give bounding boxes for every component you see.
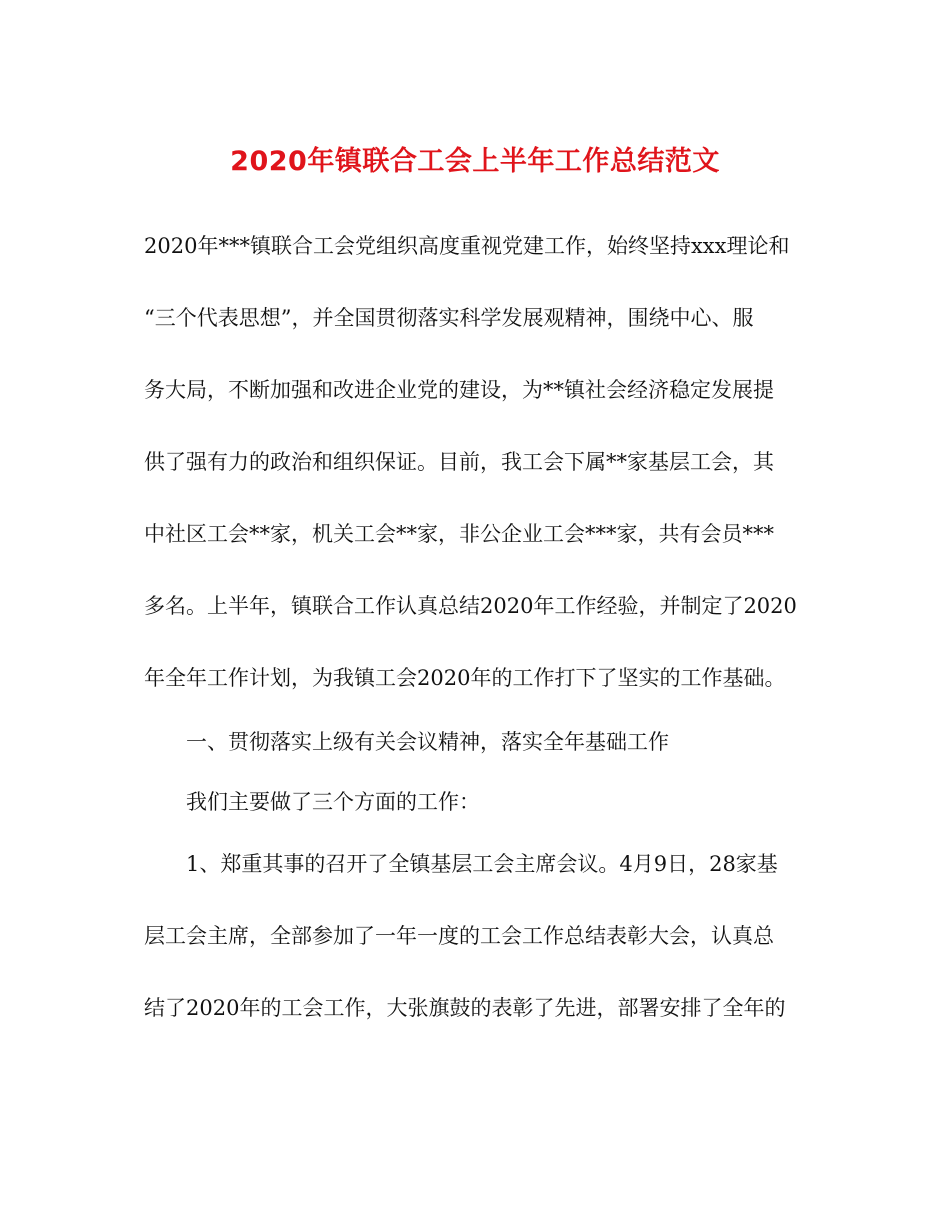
paragraph-line: 结了2020年的工会工作，大张旗鼓的表彰了先进，部署安排了全年的 [144,996,786,1020]
paragraph-line: 2020年***镇联合工会党组织高度重视党建工作，始终坚持xxx理论和 [144,234,790,258]
paragraph-line: “三个代表思想”，并全国贯彻落实科学发展观精神，围绕中心、服 [144,306,754,330]
paragraph-line: 层工会主席，全部参加了一年一度的工会工作总结表彰大会，认真总 [144,924,774,948]
paragraph-line: 中社区工会**家，机关工会**家，非公企业工会***家，共有会员*** [144,522,774,546]
section-heading: 一、贯彻落实上级有关会议精神，落实全年基础工作 [186,730,669,754]
paragraph-line: 多名。上半年，镇联合工作认真总结2020年工作经验，并制定了2020 [144,594,797,618]
paragraph-line: 年全年工作计划，为我镇工会2020年的工作打下了坚实的工作基础。 [144,666,786,690]
document-title: 2020年镇联合工会上半年工作总结范文 [230,146,720,177]
paragraph-line: 供了强有力的政治和组织保证。目前，我工会下属**家基层工会，其 [144,450,774,474]
paragraph-line: 1、郑重其事的召开了全镇基层工会主席会议。4月9日，28家基 [186,852,778,876]
paragraph-line: 我们主要做了三个方面的工作： [186,790,480,814]
paragraph-line: 务大局，不断加强和改进企业党的建设，为**镇社会经济稳定发展提 [144,378,774,402]
